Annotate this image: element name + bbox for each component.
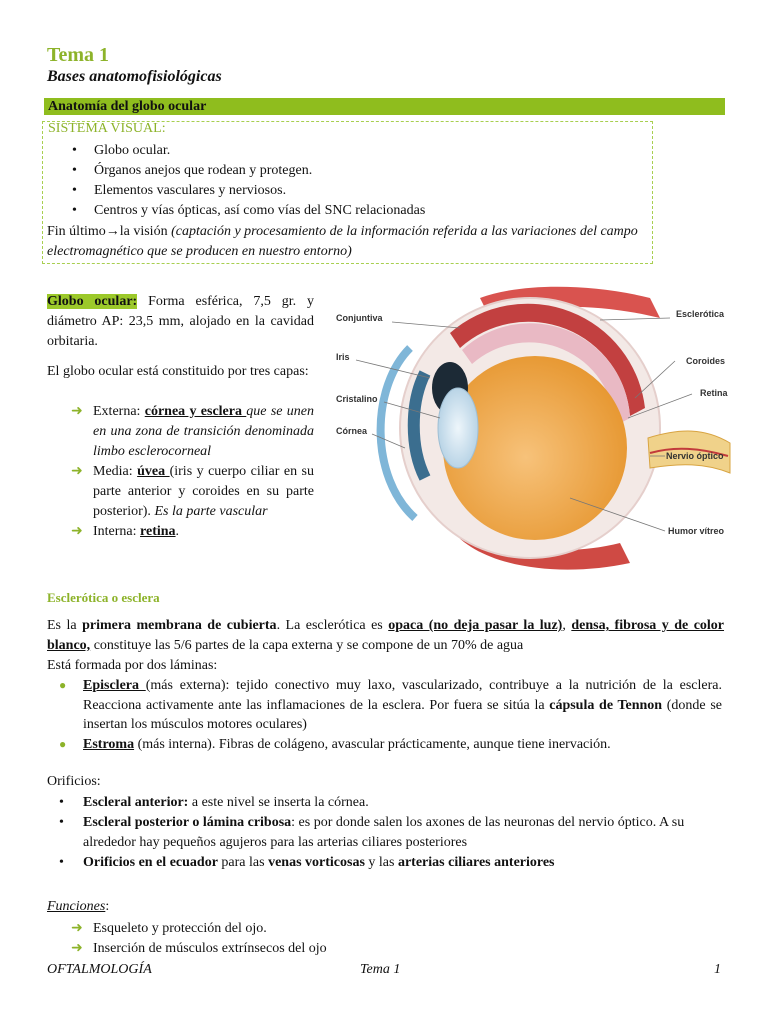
esclera-heading: Esclerótica o esclera	[47, 590, 160, 605]
esclera-paragraph: Es la primera membrana de cubierta. La esclerótica es opaca (no deja pasar la luz), densa, fibrosa y de color blanco, constituye las 5/6 partes de la capa externa y se compone de un 70% de agua	[47, 618, 725, 653]
laminas-intro: Está formada por dos láminas:	[47, 658, 218, 673]
list-item: ● Estroma (más interna). Fibras de colágeno, avascular prácticamente, aunque tiene inervación.	[47, 735, 722, 755]
list-item: ➜ Inserción de músculos extrínsecos del ojo	[71, 939, 671, 959]
arrow-icon: ➜	[71, 921, 83, 936]
arrow-icon: ➜	[71, 941, 83, 956]
orificios-heading: Orificios:	[47, 774, 101, 789]
arrow-icon: ➜	[71, 464, 83, 479]
list-item: ➜ Esqueleto y protección del ojo.	[71, 919, 671, 939]
globo-ocular-label: Globo ocular:	[47, 294, 138, 309]
list-item: • Centros y vías ópticas, así como vías del SNC relacionadas	[72, 201, 632, 221]
arrow-icon: →	[105, 224, 120, 239]
list-item: • Escleral anterior: a este nivel se inserta la córnea.	[59, 795, 369, 810]
list-item: • Elementos vasculares y nerviosos.	[72, 181, 632, 201]
section-bar: Anatomía del globo ocular	[44, 98, 725, 115]
sistema-visual-heading: SISTEMA VISUAL:	[48, 121, 166, 136]
list-item: ● Episclera (más externa): tejido conectivo muy laxo, vascularizado, contribuye a la nutrición de la esclera. Reacciona activamente ante las inflamaciones de la esclera. Por fuera se sitúa la cápsula de Tennon (donde se insertan los músculos motores oculares)	[59, 678, 722, 732]
list-item: ➜ Media: úvea (iris y cuerpo ciliar en su parte anterior y coroides en su parte posterior). Es la parte vascular	[71, 464, 314, 519]
doc-title: Tema 1	[47, 44, 110, 66]
orificios-list	[47, 793, 727, 873]
bullet-icon: ●	[59, 736, 67, 751]
layers-list	[71, 402, 314, 542]
funciones-list	[71, 919, 671, 959]
list-item: • Escleral posterior o lámina cribosa: es por donde salen los axones de las neuronas del nervio óptico. A su alrededor hay pequeños agujeros para las arterias ciliares posteriores	[59, 815, 685, 850]
label-nervio-optico: Nervio óptico	[666, 451, 724, 461]
label-coroides: Coroides	[686, 356, 726, 366]
label-conjuntiva: Conjuntiva	[336, 313, 383, 323]
footer-left: OFTALMOLOGÍA	[47, 962, 152, 977]
label-humor-vitreo: Humor vítreo	[668, 526, 725, 536]
funciones-heading: Funciones:	[47, 899, 110, 914]
arrow-icon: ➜	[71, 524, 83, 539]
footer-page-number: 1	[714, 962, 721, 977]
list-item: ➜ Interna: retina.	[71, 522, 314, 542]
label-iris: Iris	[336, 352, 350, 362]
arrow-icon: ➜	[71, 404, 83, 419]
list-item: ➜ Externa: córnea y esclera que se unen en una zona de transición denominada limbo esclerocorneal	[71, 404, 315, 459]
globo-ocular-paragraph: Globo ocular: Forma esférica, 7,5 gr. y diámetro AP: 23,5 mm, alojado en la cavidad orbitaria.	[47, 294, 314, 349]
lens-shape	[438, 388, 478, 468]
laminas-list	[47, 676, 722, 754]
list-item: • Globo ocular.	[72, 141, 632, 161]
label-esclerotica: Esclerótica	[676, 309, 725, 319]
doc-subtitle: Bases anatomofisiológicas	[47, 68, 222, 85]
label-retina: Retina	[700, 388, 728, 398]
eye-anatomy-illustration	[330, 278, 740, 578]
fin-ultimo: Fin último→la visión (captación y procesamiento de la información referida a las variaciones del campo electromagnético que se producen en nuestro entorno)	[47, 224, 638, 259]
label-cornea: Córnea	[336, 426, 368, 436]
layers-intro: El globo ocular está constituido por tres capas:	[47, 364, 309, 379]
list-item: • Órganos anejos que rodean y protegen.	[72, 161, 632, 181]
footer-center: Tema 1	[360, 962, 401, 977]
label-cristalino: Cristalino	[336, 394, 378, 404]
bullet-icon: ●	[59, 678, 67, 692]
list-item: • Orificios en el ecuador para las venas vorticosas y las arterias ciliares anteriores	[59, 855, 555, 870]
sistema-visual-list	[72, 141, 632, 221]
